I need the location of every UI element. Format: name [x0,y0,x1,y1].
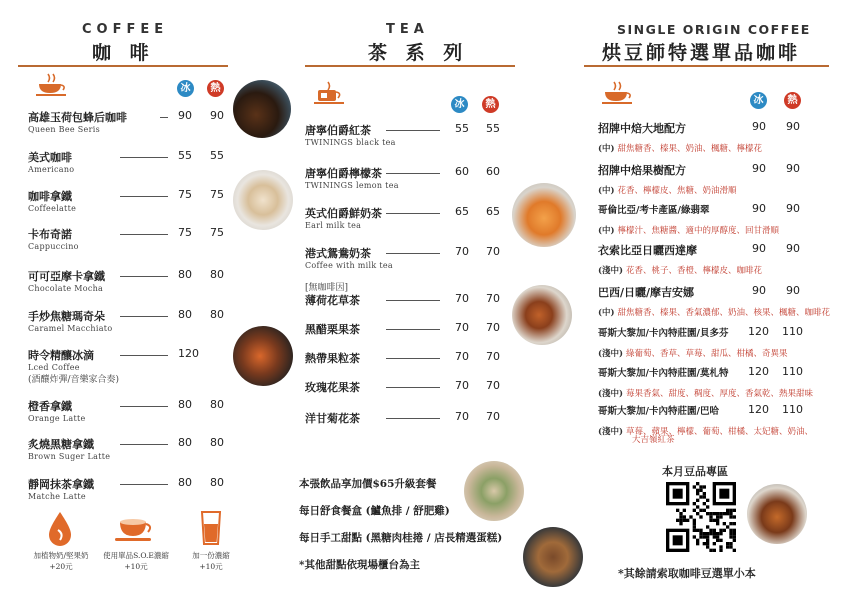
coffee-item-en: Matche Latte [28,492,86,501]
tea-price-ice: 70 [455,350,469,363]
leader-line [386,213,440,214]
tea-price-ice: 55 [455,122,469,135]
single-price-ice: 90 [752,284,766,297]
coffee-item-en: Coffeelatte [28,204,77,213]
coffee-price-ice: 75 [178,226,192,239]
coffee-beans-photo [747,484,807,544]
qr-code [666,482,736,552]
coffee-item-name: 咖啡拿鐵 [28,190,72,203]
single-price-ice: 120 [748,365,769,378]
milk-tea-photo [512,183,576,247]
coffee-item-name: 美式咖啡 [28,151,72,164]
single-item-name: 哥斯大黎加/卡內特莊園/貝多芬 [598,328,729,339]
tea-price-ice: 70 [455,321,469,334]
tea-item-name: 唐寧伯爵紅茶 [305,124,371,137]
single-price-hot: 110 [782,325,803,338]
tea-item-en: TWININGS black tea [305,138,396,147]
tea-price-hot: 70 [486,410,500,423]
flavor-notes: 草莓、蘋果、檸檬、葡萄、柑橘、太妃糖、奶油、 [626,427,814,437]
coffee-hot-badge: 熱 [207,80,224,97]
single-price-hot: 90 [786,242,800,255]
flavor-notes: 花香、桃子、香橙、檸檬皮、咖啡花 [626,266,763,276]
tea-item-name: 唐寧伯爵檸檬茶 [305,167,382,180]
single-price-hot: 90 [786,284,800,297]
roast-level: (淺中) [598,389,624,399]
tea-item-name: 薄荷花草茶 [305,294,360,307]
tea-item-name: 港式鴛鴦奶茶 [305,247,371,260]
tea-price-hot: 70 [486,350,500,363]
coffee-item-en: Orange Latte [28,414,86,423]
coffee-price-hot: 80 [210,268,224,281]
tea-item-en: Earl milk tea [305,221,362,230]
coffee-item-name: 炙燒黑糖拿鐵 [28,438,94,451]
coffee-item-name: 高雄玉荷包蜂后咖啡 [28,111,127,124]
coffee-item [28,476,94,501]
tea-title-en: TEA [386,22,429,37]
flavor-notes: 莓果香氣、甜度、稠度、厚度、香氣乾、熱果甜味 [626,389,814,399]
tea-cup-icon [312,80,346,106]
coffee-item [28,226,79,251]
tea-price-hot: 55 [486,122,500,135]
single-item-name: 哥倫比亞/考卡產區/綠翡翠 [598,205,710,216]
coffee-item-en: Caramel Macchiato [28,324,113,333]
single-price-ice: 90 [752,202,766,215]
coffee-price-hot: 80 [210,308,224,321]
tea-price-hot: 70 [486,292,500,305]
tea-title-zh: 茶 系 列 [368,42,469,64]
roast-level: (中) [598,186,615,196]
leader-line [160,117,168,118]
single-price-ice: 90 [752,120,766,133]
combo-line: 每日手工甜點 (黑糖肉桂捲 / 店長精選蛋糕) [299,532,503,544]
addon-soe: 使用單品S.O.E濃縮 +10元 [103,551,169,571]
coffee-price-ice: 80 [178,398,192,411]
coffee-price-ice: 80 [178,436,192,449]
coffee-item [28,109,127,134]
flavor-notes: 檸檬汁、焦糖醬、適中的厚醇度、回甘滑順 [617,226,780,236]
decaf-label: [無咖啡因] [305,283,349,293]
leader-line [120,276,168,277]
tea-price-hot: 70 [486,245,500,258]
single-item-name: 招牌中焙大地配方 [598,122,686,135]
leader-line [120,406,168,407]
leader-line [120,157,168,158]
roast-level: (淺中) [598,349,624,359]
combo-line: 每日舒食餐盒 (鱸魚排 / 舒肥雞) [299,505,450,517]
tea-item-name: 洋甘菊花茶 [305,412,360,425]
coffee-item-en: Brown Suger Latte [28,452,111,461]
roast-level: (中) [598,226,615,236]
flavor-notes: 甜焦糖香、榛果、奶油、楓糖、檸檬花 [617,144,763,154]
coffee-price-ice: 55 [178,149,192,162]
tea-item [305,122,396,147]
leader-line [386,329,440,330]
tea-item [305,292,360,308]
tea-header-rule [305,65,515,67]
iced-coffee-photo [233,80,291,138]
tea-item [305,245,393,270]
single-title-zh: 烘豆師特選單品咖啡 [602,42,801,64]
single-origin-cup-icon [600,80,634,106]
coffee-price-hot: 80 [210,398,224,411]
coffee-item-en: Chocolate Mocha [28,284,104,293]
single-item-desc-row [598,381,813,400]
dessert-photo [523,527,583,587]
coffee-price-ice: 80 [178,308,192,321]
roast-level: (中) [598,144,615,154]
tea-price-ice: 70 [455,245,469,258]
leader-line [120,484,168,485]
single-item-desc-row [598,218,779,237]
tea-item [305,165,399,190]
roast-level: (淺中) [598,266,624,276]
single-item-name: 巴西/日曬/摩吉安娜 [598,286,695,299]
tea-price-ice: 70 [455,379,469,392]
coffee-item [28,188,76,213]
tea-item [305,379,360,395]
single-price-hot: 90 [786,120,800,133]
tea-ice-badge: 冰 [451,96,468,113]
leader-line [386,418,440,419]
leader-line [120,316,168,317]
leader-line [386,173,440,174]
monthly-beans-title: 本月豆品專區 [662,465,728,478]
coffee-item-en: Americano [28,165,75,174]
coffee-item [28,436,110,461]
single-title-en: SINGLE ORIGIN COFFEE [617,22,811,37]
leader-line [386,358,440,359]
flavor-notes: 花香、檸檬皮、焦糖、奶油滑順 [617,186,737,196]
coffee-item [28,149,74,174]
meal-box-photo [464,461,524,521]
latte-photo [233,170,293,230]
leader-line [386,130,440,131]
coffee-price-hot: 75 [210,188,224,201]
single-item-desc-row [598,341,788,360]
tea-price-ice: 70 [455,410,469,423]
cold-brew-photo [233,326,293,386]
coffee-item-name: 手炒焦糖瑪奇朵 [28,310,105,323]
flavor-notes: 甜焦糖香、榛果、香氣濃郁、奶油、核果、楓糖、咖啡花 [617,308,831,318]
single-header-rule [584,65,829,67]
leader-line [386,300,440,301]
flavor-notes-cont: 大吉嶺紅茶 [632,435,675,445]
coffee-item-en: Queen Bee Seris [28,125,100,134]
tea-price-ice: 65 [455,205,469,218]
tea-price-ice: 60 [455,165,469,178]
leader-line [386,253,440,254]
single-item-desc-row [598,136,762,155]
tea-item [305,410,360,426]
coffee-title-en: COFFEE [82,22,169,37]
single-item-name: 衣索比亞日曬西達摩 [598,244,697,257]
single-price-hot: 90 [786,162,800,175]
coffee-item [28,398,86,423]
single-price-ice: 90 [752,242,766,255]
single-price-ice: 120 [748,325,769,338]
tea-item-en: TWININGS lemon tea [305,181,399,190]
coffee-item [28,347,119,385]
single-price-hot: 110 [782,403,803,416]
coffee-item-name: 橙香拿鐵 [28,400,72,413]
single-item-name: 哥斯大黎加/卡內特莊園/巴哈 [598,406,719,417]
coffee-item [28,268,105,293]
tea-price-hot: 60 [486,165,500,178]
leader-line [120,234,168,235]
roast-level: (淺中) [598,427,624,437]
leader-line [386,387,440,388]
coffee-item-note: (酒釀炸彈/音樂家合奏) [28,375,120,385]
tea-price-hot: 70 [486,379,500,392]
single-item-desc-row [598,419,813,438]
combo-line: 本張飲品享加價$65升級套餐 [299,478,437,490]
coffee-price-ice: 120 [178,347,199,360]
coffee-price-hot: 90 [210,109,224,122]
single-item-name: 招牌中焙果樹配方 [598,164,686,177]
tea-item-name: 黑醋栗果茶 [305,323,360,336]
single-price-hot: 110 [782,365,803,378]
tea-price-hot: 65 [486,205,500,218]
coffee-price-hot: 75 [210,226,224,239]
teapot-photo [512,285,572,345]
coffee-item [28,308,112,333]
coffee-item-en: Cappuccino [28,242,79,251]
single-item-desc-row [598,178,737,197]
coffee-item-name: 時令精釀冰滴 [28,349,94,362]
coffee-cup-icon [34,72,68,98]
tea-hot-badge: 熱 [482,96,499,113]
footer-note: *其餘請索取咖啡豆選單小本 [618,567,756,580]
single-item-desc-row [598,300,830,319]
single-item-desc-row [598,258,762,277]
coffee-price-ice: 80 [178,268,192,281]
coffee-price-ice: 90 [178,109,192,122]
coffee-title-zh: 咖 啡 [92,42,155,64]
coffee-item-en: Lced Coffee [28,363,80,372]
glass-icon [199,510,223,546]
roast-level: (中) [598,308,615,318]
addon-plant-milk: 加植物奶/堅果奶 +20元 [33,551,89,571]
coffee-price-hot: 55 [210,149,224,162]
single-ice-badge: 冰 [750,92,767,109]
single-hot-badge: 熱 [784,92,801,109]
leader-line [120,196,168,197]
tea-item [305,321,360,337]
flavor-notes: 綠葡萄、香草、草莓、甜瓜、柑橘、奇異果 [626,349,788,359]
single-price-ice: 120 [748,403,769,416]
coffee-ice-badge: 冰 [177,80,194,97]
tea-item [305,350,360,366]
single-price-ice: 90 [752,162,766,175]
tea-item [305,205,382,230]
coffee-header-rule [18,65,228,67]
single-item-name: 哥斯大黎加/卡內特莊園/莫札特 [598,368,729,379]
tea-item-en: Coffee with milk tea [305,261,393,270]
coffee-price-hot: 80 [210,476,224,489]
coffee-price-ice: 80 [178,476,192,489]
tea-item-name: 玫瑰花果茶 [305,381,360,394]
leader-line [120,355,168,356]
combo-line: *其他甜點依現場櫃台為主 [299,559,420,571]
coffee-item-name: 可可亞摩卡拿鐵 [28,270,105,283]
single-price-hot: 90 [786,202,800,215]
drop-icon [46,510,74,546]
leader-line [120,444,168,445]
latte-cup-icon [112,514,156,544]
tea-item-name: 英式伯爵鮮奶茶 [305,207,382,220]
coffee-price-hot: 80 [210,436,224,449]
coffee-price-ice: 75 [178,188,192,201]
coffee-item-name: 卡布奇諾 [28,228,72,241]
tea-price-hot: 70 [486,321,500,334]
addon-extra-shot: 加一份濃縮 +10元 [192,551,230,571]
coffee-item-name: 靜岡抹茶拿鐵 [28,478,94,491]
tea-price-ice: 70 [455,292,469,305]
tea-item-name: 熱帶果粒茶 [305,352,360,365]
